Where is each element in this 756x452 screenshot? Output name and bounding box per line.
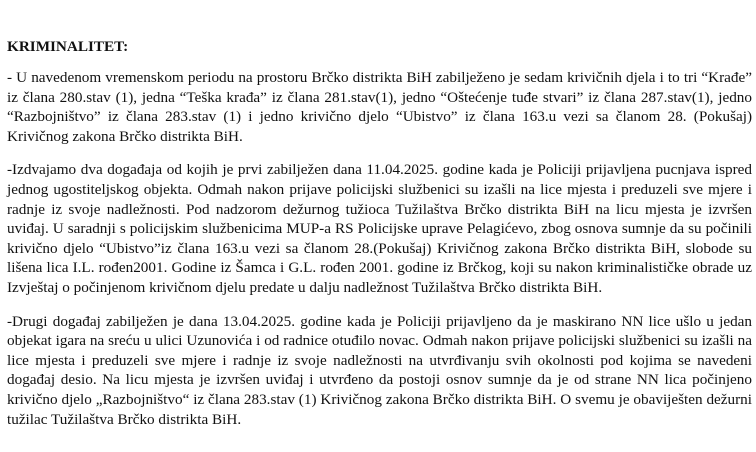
section-heading: KRIMINALITET: bbox=[7, 38, 129, 55]
paragraph-first-event: -Izdvajamo dva događaja od kojih je prvi zabilježen dana 11.04.2025. godine kada je Policiji prijavljena pucnjava ispred jednog ugostiteljskog objekta. Odmah nakon prijave policijski službenici su izašli na lice mjesta i preduzeli sve mjere i radnje iz svoje nadležnosti. Pod nadzorom dežurnog tužioca Tužilaštva Brčko distrikta BiH na licu mjesta je izvršen uviđaj. U saradnji s policijskim službenicima MUP-a RS Policijske uprave Pelagićevo, zbog osnova sumnje da su počinili krivično djelo “Ubistvo”iz člana 163.u vezi sa članom 28.(Pokušaj) Krivičnog zakona Brčko distrikta BiH, slobode su lišena lica I.L. rođen2001. Godine iz Šamca i G.L. rođen 2001. godine iz Brčkog, koji su nakon kriminalističke obrade uz Izvještaj o počinjenom krivičnom djelu predate u dalju nadležnost Tužilaštva Brčko distrikta BiH. bbox=[7, 161, 752, 296]
document-body bbox=[7, 38, 752, 429]
paragraph-summary: - U navedenom vremenskom periodu na prostoru Brčko distrikta BiH zabilježeno je sedam krivičnih djela i to tri “Krađe” iz člana 280.stav (1), jedna “Teška krađa” iz člana 281.stav(1), jedno “Oštećenje tuđe stvari” iz člana 287.stav(1), jedno “Razbojništvo” iz člana 283.stav (1) i jedno krivično djelo “Ubistvo” iz člana 163.u vezi sa članom 28. (Pokušaj) Krivičnog zakona Brčko distrikta BiH. bbox=[7, 69, 752, 145]
paragraph-second-event: -Drugi događaj zabilježen je dana 13.04.2025. godine kada je Policiji prijavljeno da je maskirano NN lice ušlo u jedan objekat igara na sreću u ulici Uzunovića i od radnice otuđilo novac. Odmah nakon prijave policijski službenici su izašli na lice mjesta i preduzeli sve mjere i radnje iz svoje nadležnosti na utvrđivanju svih okolnosti pod kojima se navedeni događaj desio. Na licu mjesta je izvršen uviđaj i utvrđeno da postoji osnov sumnje da je od strane NN lica počinjeno krivično djelo „Razbojništvo“ iz člana 283.stav (1) Krivičnog zakona Brčko distrikta BiH. O svemu je obaviješten dežurni tužilac Tužilaštva Brčko distrikta BiH. bbox=[7, 312, 752, 428]
